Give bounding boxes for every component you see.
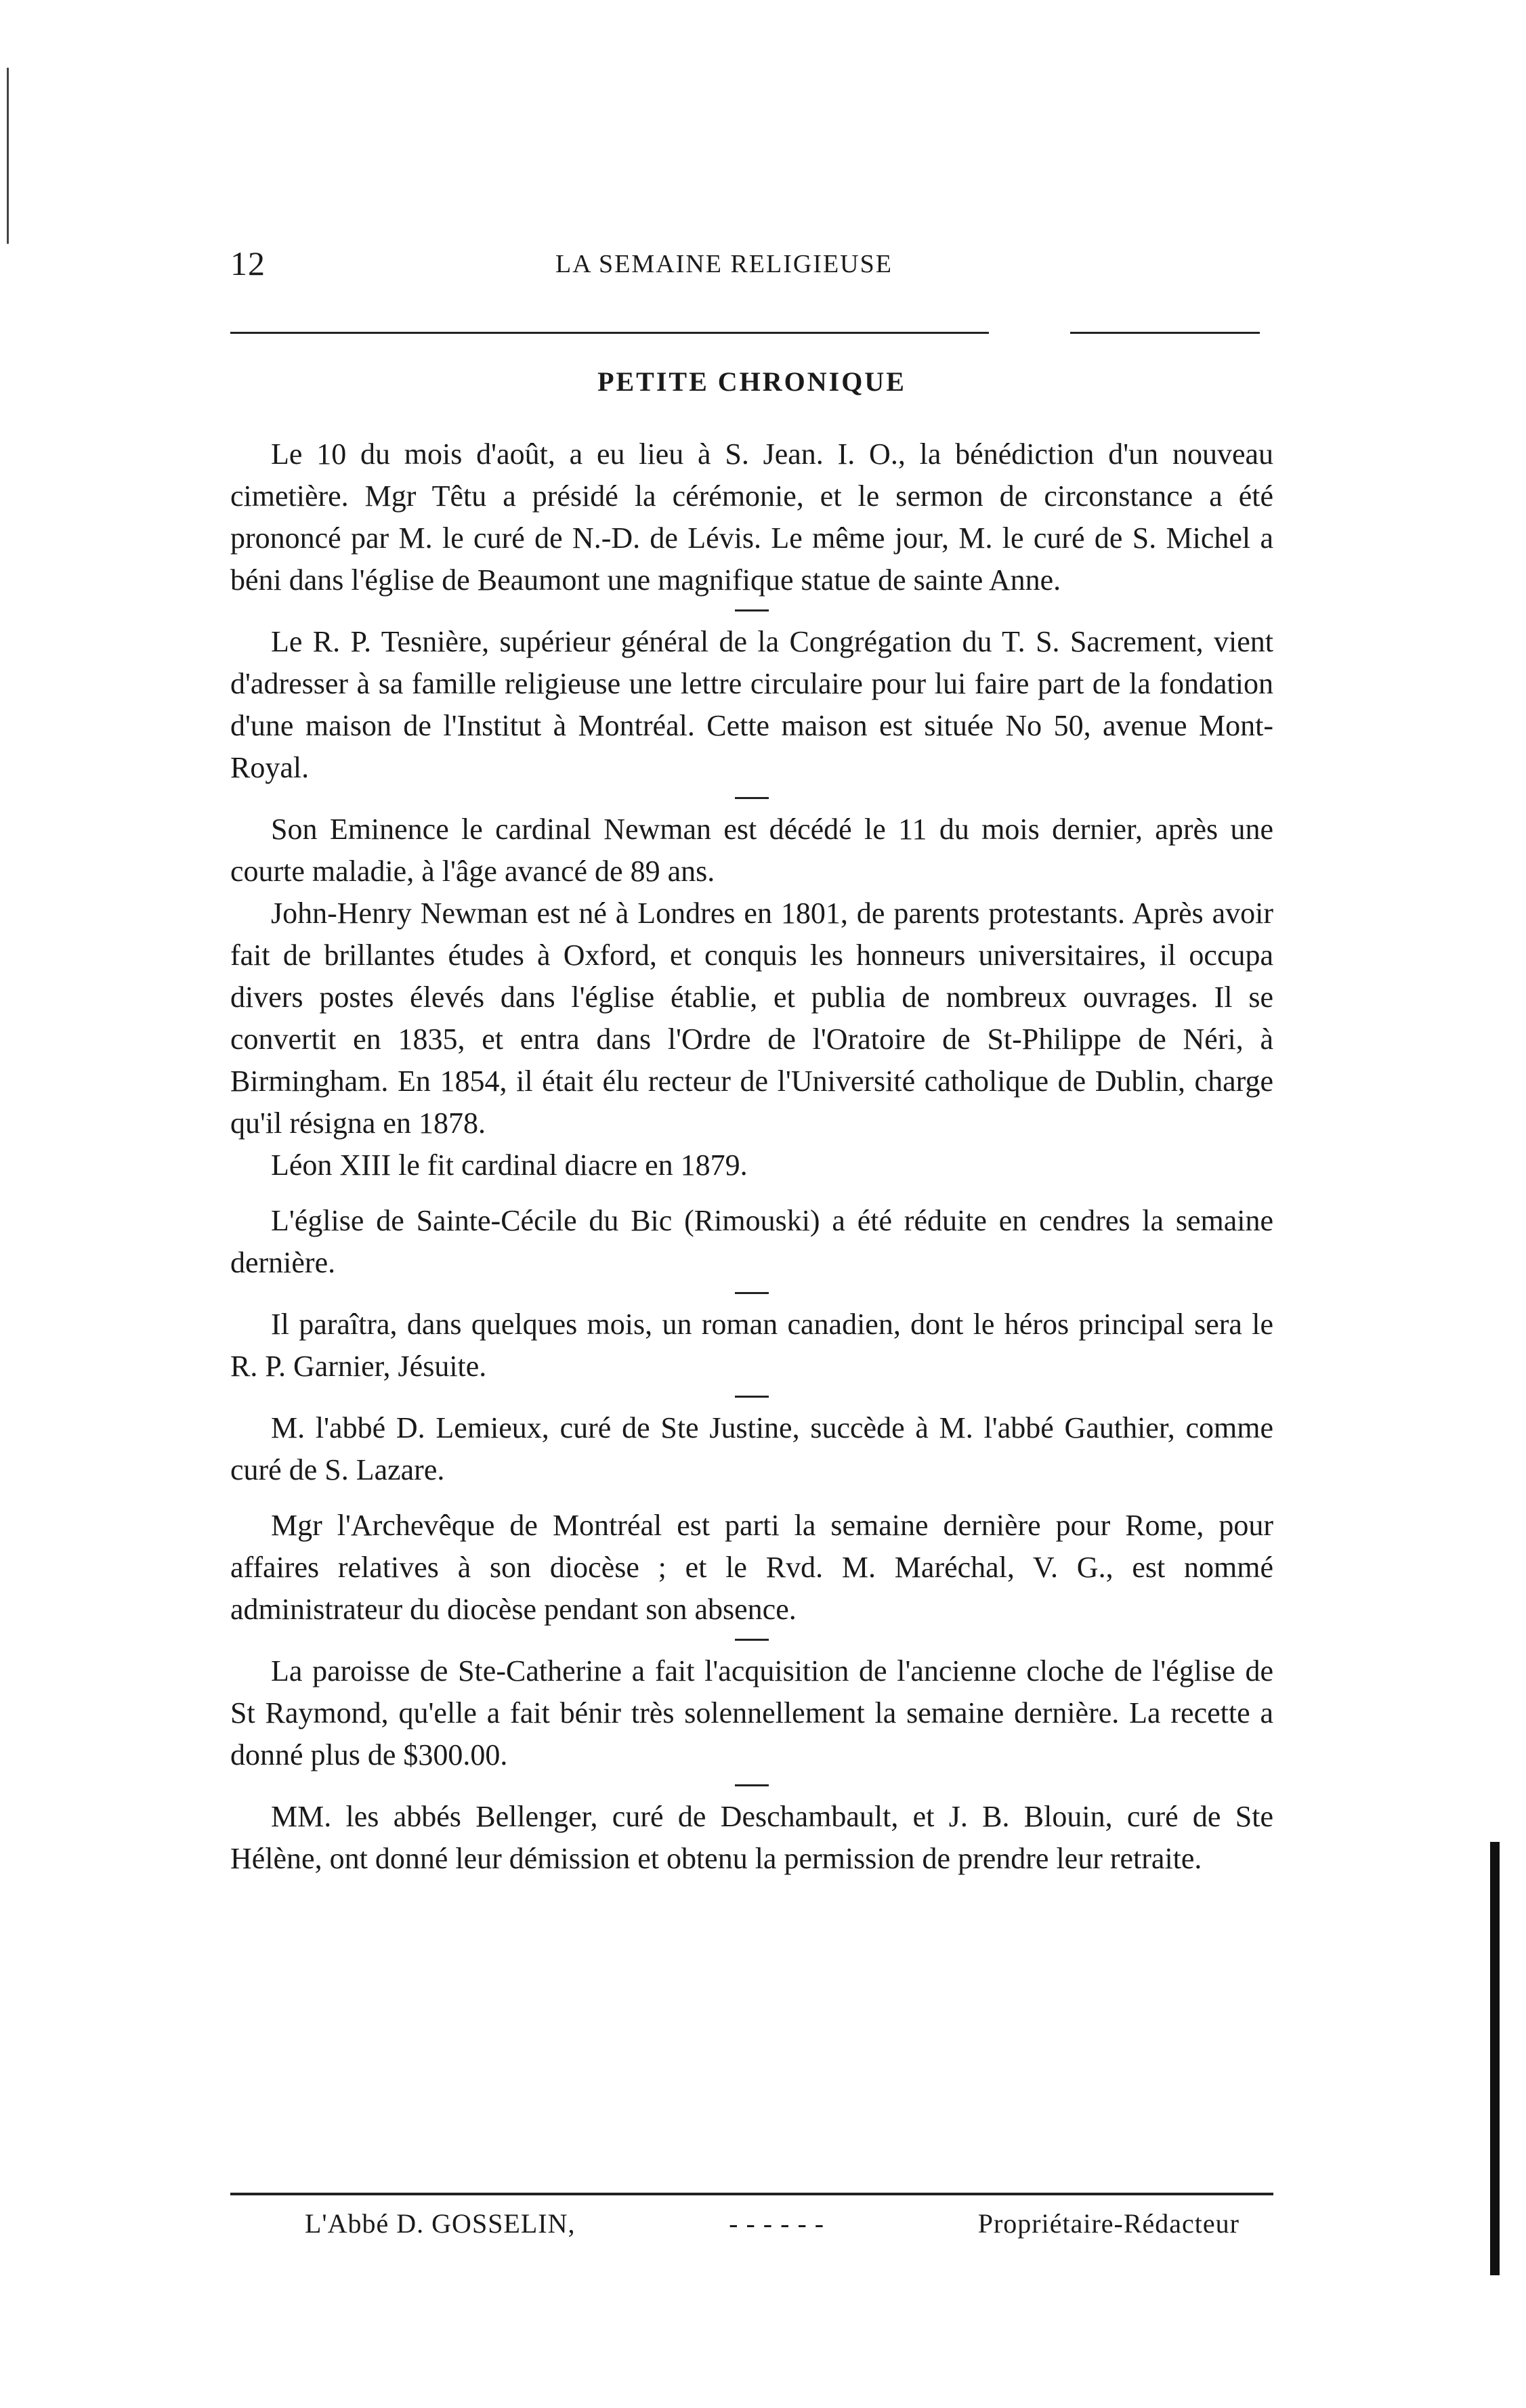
separator-rule [735,797,769,799]
paragraph-roman-canadien: Il paraîtra, dans quelques mois, un roman canadien, dont le héros principal sera le R. P. Garnier, Jésuite. [230,1308,1273,1383]
paragraph-ste-catherine: La paroisse de Ste-Catherine a fait l'acquisition de l'ancienne cloche de l'église de St Raymond, qu'elle a fait bénir très solennellement la semaine dernière. La recette a donné plus de $300.00. [230,1654,1273,1771]
paragraph-bic-church: L'église de Sainte-Cécile du Bic (Rimouski) a été réduite en cendres la semaine dernière. [230,1204,1273,1279]
separator-rule [735,609,769,611]
header-rule-short [1070,332,1260,334]
article-body [230,433,1273,1880]
footer-editor: L'Abbé D. GOSSELIN, [305,2208,576,2239]
page-number: 12 [230,244,266,282]
separator-rule [735,1639,769,1641]
footer-dashes: - - - - - - [729,2208,825,2239]
page-footer [305,2208,1239,2239]
paragraph-bellenger-blouin: MM. les abbés Bellenger, curé de Deschambault, et J. B. Blouin, curé de Ste Hélène, ont donné leur démission et obtenu la permission de prendre leur retraite. [230,1800,1273,1875]
running-title: LA SEMAINE RELIGIEUSE [555,250,893,278]
header-rule [230,332,989,334]
document-page [230,244,1273,2370]
paragraph-lemieux: M. l'abbé D. Lemieux, curé de Ste Justine, succède à M. l'abbé Gauthier, comme curé de S. Lazare. [230,1411,1273,1486]
scan-edge-tick [7,68,9,244]
scan-edge-bar [1490,1842,1500,2275]
paragraph-archeveque: Mgr l'Archevêque de Montréal est parti la semaine dernière pour Rome, pour affaires relatives à son diocèse ; et le Rvd. M. Maréchal, V. G., est nommé administrateur du diocèse pendant son absence. [230,1509,1273,1626]
paragraph-newman-death: Son Eminence le cardinal Newman est décédé le 11 du mois dernier, après une courte maladie, à l'âge avancé de 89 ans. [230,813,1273,888]
section-title: PETITE CHRONIQUE [597,366,906,397]
paragraph-benediction: Le 10 du mois d'août, a eu lieu à S. Jean. I. O., la bénédiction d'un nouveau cimetière. Mgr Têtu a présidé la cérémonie, et le sermon de circonstance a été prononcé par M. le curé de N.-D. de Lévis. Le même jour, M. le curé de S. Michel a béni dans l'église de Beaumont une magnifique statue de sainte Anne. [230,437,1273,597]
footer-rule [230,2193,1273,2195]
paragraph-newman-bio: John-Henry Newman est né à Londres en 1801, de parents protestants. Après avoir fait de brillantes études à Oxford, et conquis les honneurs universitaires, il occupa divers postes élevés dans l'église établie, et publia de nombreux ouvrages. Il se convertit en 1835, et entra dans l'Ordre de l'Oratoire de St-Philippe de Néri, à Birmingham. En 1854, il était élu recteur de l'Université catholique de Dublin, charge qu'il résigna en 1878. [230,897,1273,1140]
separator-rule [735,1784,769,1786]
paragraph-tesniere: Le R. P. Tesnière, supérieur général de la Congrégation du T. S. Sacrement, vient d'adresser à sa famille religieuse une lettre circulaire pour lui faire part de la fondation d'une maison de l'Institut à Montréal. Cette maison est située No 50, avenue Mont-Royal. [230,625,1273,784]
separator-rule [735,1396,769,1398]
page-header [230,244,1273,298]
footer-role: Propriétaire-Rédacteur [977,2208,1239,2239]
separator-rule [735,1292,769,1294]
paragraph-leon-xiii: Léon XIII le fit cardinal diacre en 1879. [271,1148,748,1182]
